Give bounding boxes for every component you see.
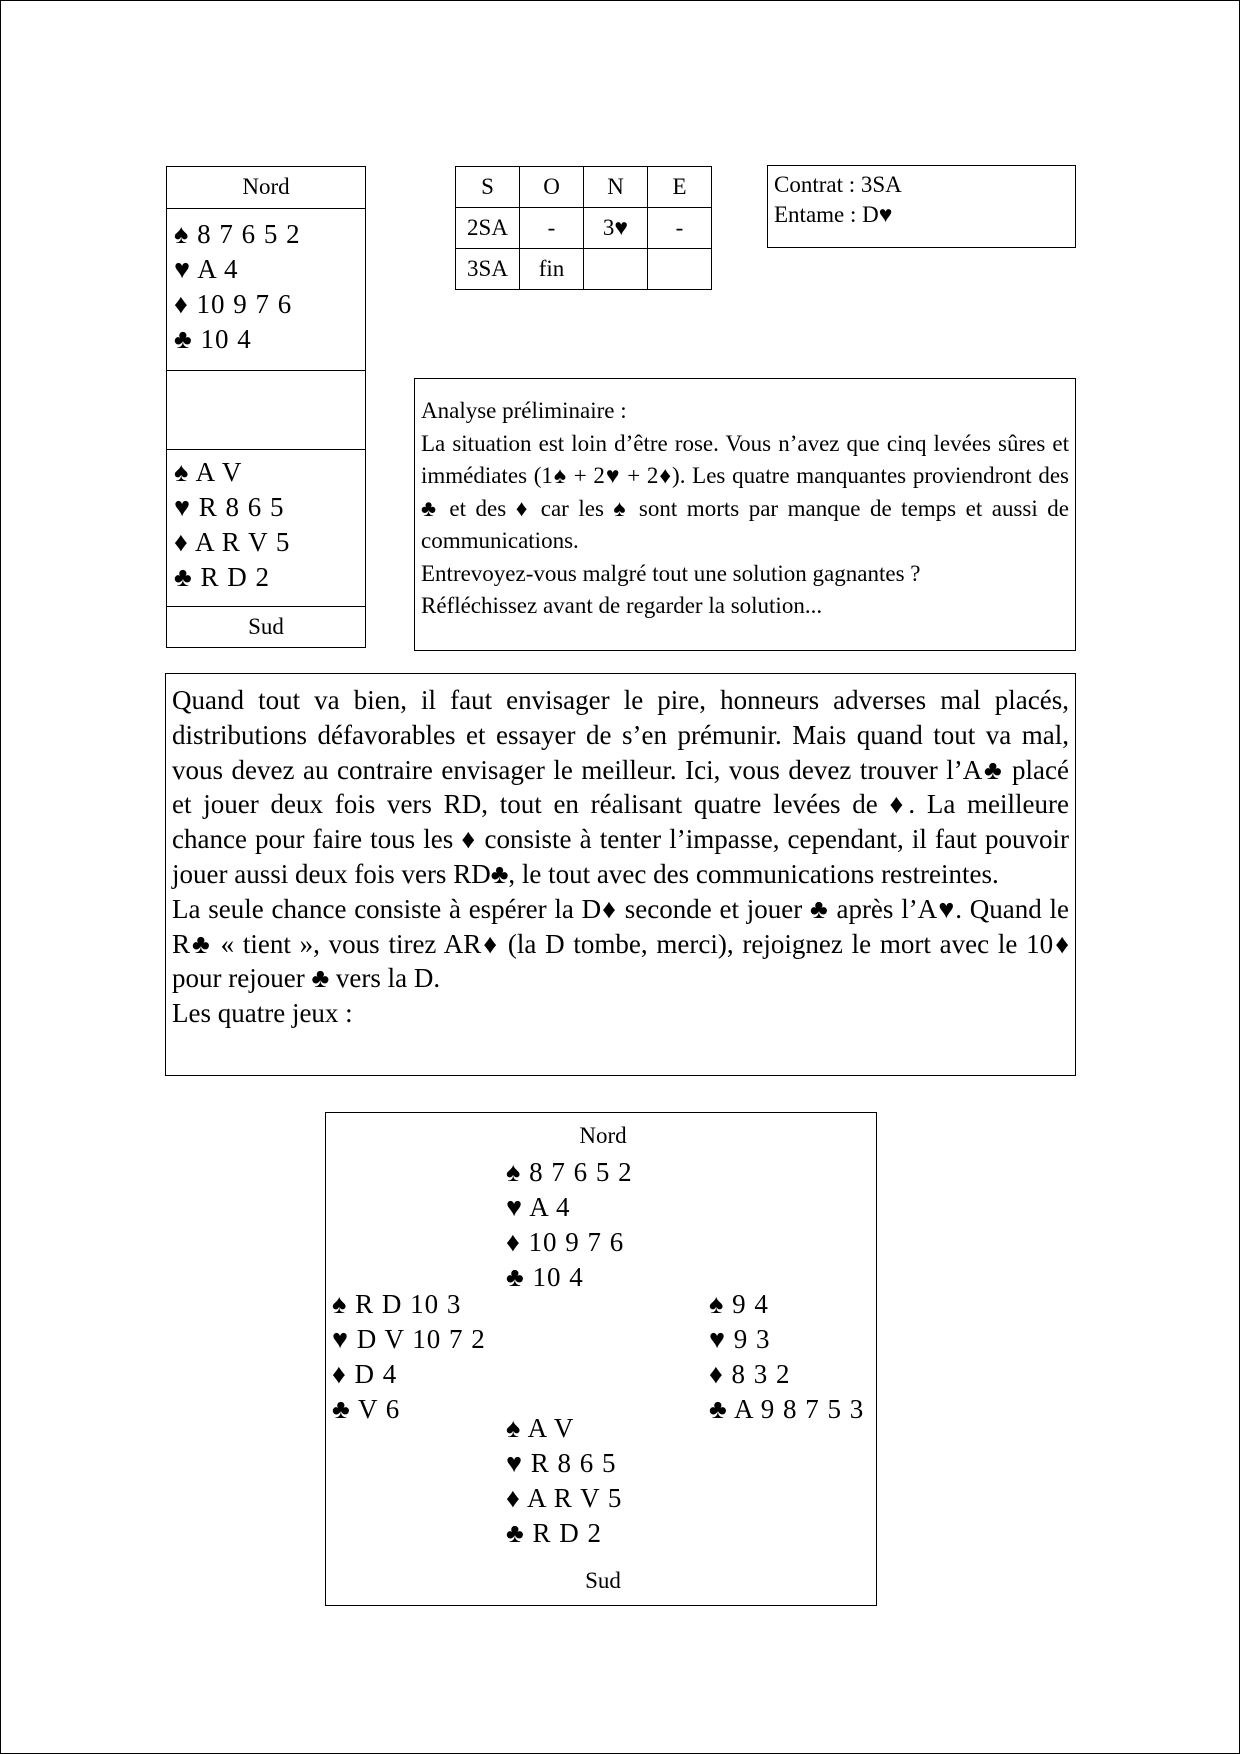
analysis-title: Analyse préliminaire : (421, 398, 627, 423)
deal-south-label: Sud (585, 1568, 621, 1593)
bid-cell (584, 249, 648, 290)
analysis-box (414, 378, 1076, 651)
south-diamonds: ♦ A R V 5 (174, 527, 291, 557)
deal-north-hand (506, 1155, 633, 1295)
bid-cell: 3SA (456, 249, 520, 290)
contract-line: Contrat : 3SA (774, 172, 902, 197)
south-hearts: ♥ R 8 6 5 (174, 492, 285, 522)
north-hearts: ♥ A 4 (174, 254, 239, 284)
deal-east-clubs: ♣ A 9 8 7 5 3 (709, 1394, 865, 1424)
deal-south-spades: ♠ A V (506, 1413, 575, 1443)
deal-south-hand (506, 1411, 622, 1551)
deal-west-spades: ♠ R D 10 3 (332, 1289, 462, 1319)
analysis-prompt: Réfléchissez avant de regarder la solution... (421, 593, 823, 618)
deal-diagram (325, 1112, 877, 1606)
deal-north-clubs: ♣ 10 4 (506, 1262, 584, 1292)
solution-paragraph: Quand tout va bien, il faut envisager le pire, honneurs adverses mal placés, distributions défavorables et essayer de s’en prémunir. Mais quand tout va mal, vous devez au contraire envisager le meilleur. Ici, vous devez trouver l’A♣ placé et jouer deux fois vers RD, tout en réalisant quatre levées de ♦. La meilleure chance pour faire tous les ♦ consiste à tenter l’impasse, cependant, il faut pouvoir jouer aussi deux fois vers RD♣, le tout avec des communications restreintes. (172, 685, 1069, 889)
north-clubs: ♣ 10 4 (174, 324, 252, 354)
deal-east-diamonds: ♦ 8 3 2 (709, 1359, 791, 1389)
bid-cell: fin (520, 249, 584, 290)
deal-north-diamonds: ♦ 10 9 7 6 (506, 1227, 625, 1257)
deal-north-spades: ♠ 8 7 6 5 2 (506, 1157, 633, 1187)
solution-paragraph: La seule chance consiste à espérer la D♦ seconde et jouer ♣ après l’A♥. Quand le R♣ « tient », vous tirez AR♦ (la D tombe, merci), rejoignez le mort avec le 10♦ pour rejouer ♣ vers la D. (172, 893, 1069, 994)
south-spades: ♠ A V (174, 457, 243, 487)
south-hand (167, 450, 365, 607)
bidding-header-east: E (648, 167, 712, 208)
bidding-row (456, 249, 712, 290)
bidding-header-south: S (456, 167, 520, 208)
deal-west-hand (332, 1287, 486, 1427)
bidding-header-north: N (584, 167, 648, 208)
south-label: Sud (248, 614, 284, 639)
deal-west-clubs: ♣ V 6 (332, 1394, 401, 1424)
deal-north-hearts: ♥ A 4 (506, 1192, 571, 1222)
deal-west-hearts: ♥ D V 10 7 2 (332, 1324, 486, 1354)
bid-cell: 3♥ (584, 208, 648, 249)
bidding-row (456, 208, 712, 249)
south-clubs: ♣ R D 2 (174, 562, 270, 592)
deal-south-clubs: ♣ R D 2 (506, 1518, 602, 1548)
contract-box (767, 165, 1076, 248)
deal-north-label: Nord (579, 1123, 627, 1148)
deal-east-hearts: ♥ 9 3 (709, 1324, 771, 1354)
bid-cell (648, 249, 712, 290)
analysis-question: Entrevoyez-vous malgré tout une solution gagnantes ? (421, 560, 921, 586)
deal-south-diamonds: ♦ A R V 5 (506, 1483, 623, 1513)
deal-west-diamonds: ♦ D 4 (332, 1359, 398, 1389)
deal-east-hand (709, 1287, 864, 1427)
north-spades: ♠ 8 7 6 5 2 (174, 219, 301, 249)
bidding-header-west: O (520, 167, 584, 208)
lead-line: Entame : D♥ (774, 202, 893, 227)
bid-cell: - (520, 208, 584, 249)
bidding-header-row (456, 167, 712, 208)
blank-section (167, 371, 365, 450)
analysis-paragraph: La situation est loin d’être rose. Vous n’avez que cinq levées sûres et immédiates (1♠ + 2♥ + 2♦). Les quatre manquantes proviendront des ♣ et des ♦ car les ♠ sont morts par manque de temps et aussi de communications. (421, 430, 1069, 553)
bidding-table (455, 166, 712, 290)
north-label: Nord (167, 167, 365, 209)
deal-east-spades: ♠ 9 4 (709, 1289, 769, 1319)
bid-cell: - (648, 208, 712, 249)
solution-box (165, 673, 1076, 1076)
solution-footer: Les quatre jeux : (172, 998, 353, 1029)
north-south-hand-panel (166, 166, 366, 648)
bid-cell: 2SA (456, 208, 520, 249)
north-hand (167, 209, 365, 371)
deal-south-hearts: ♥ R 8 6 5 (506, 1448, 617, 1478)
north-diamonds: ♦ 10 9 7 6 (174, 289, 293, 319)
